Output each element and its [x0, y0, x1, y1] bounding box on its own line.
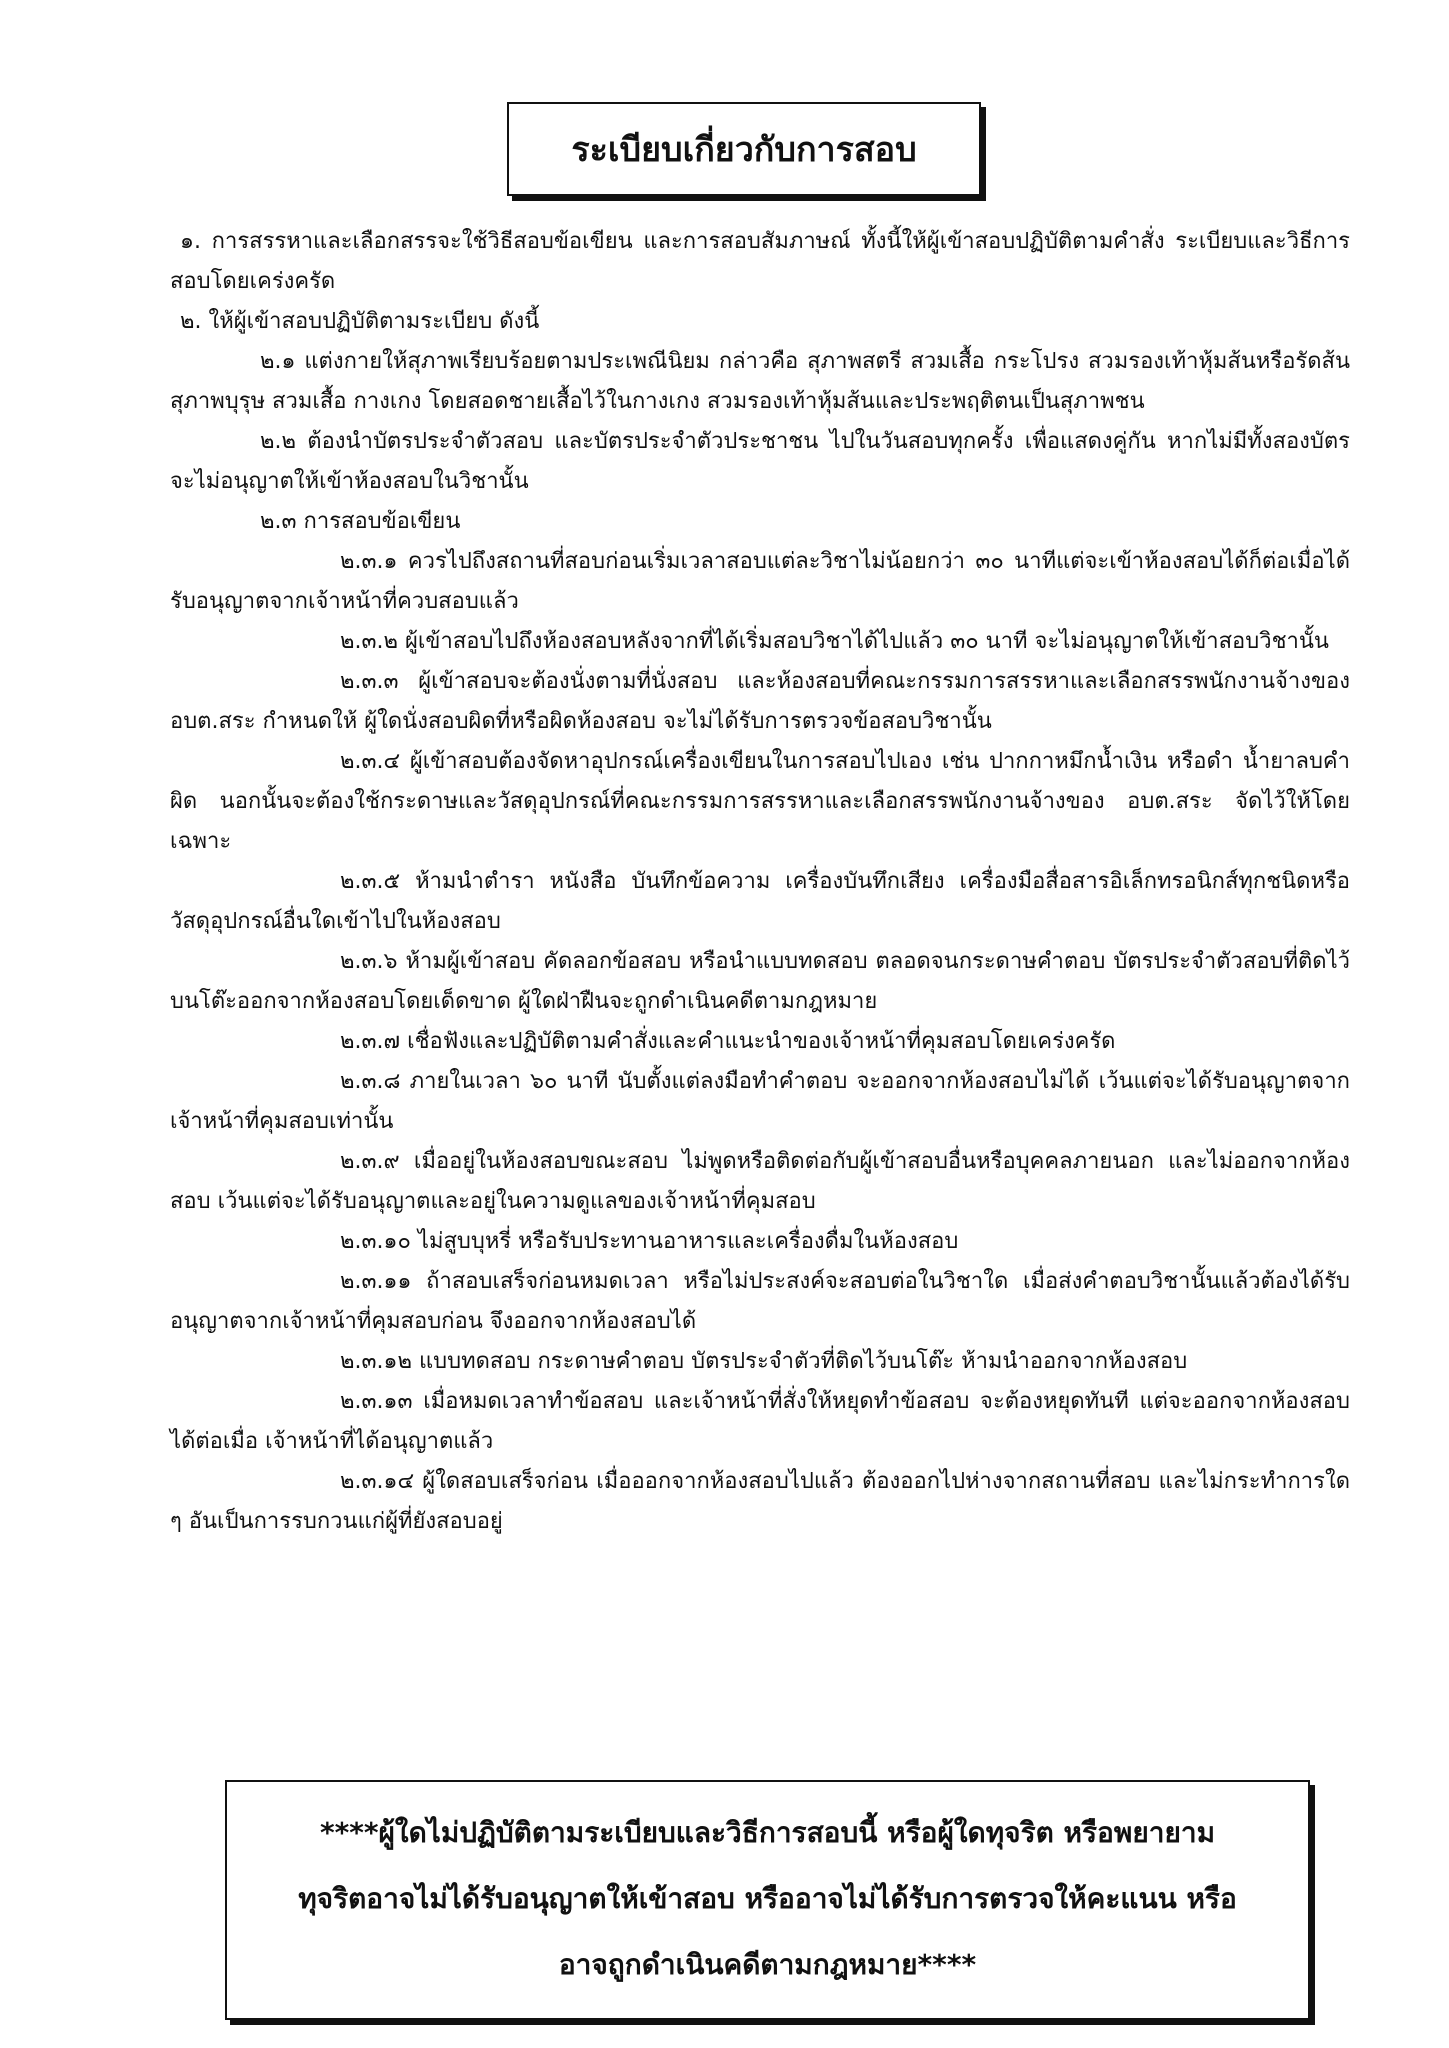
regulation-item: ๒.๓.๘ ภายในเวลา ๖๐ นาที นับตั้งแต่ลงมือทำคำตอบ จะออกจากห้องสอบไม่ได้ เว้นแต่จะได้รับอนุญาตจากเจ้าหน้าที่คุมสอบเท่านั้น [170, 1069, 1350, 1134]
regulation-item: ๒.๓.๑๑ ถ้าสอบเสร็จก่อนหมดเวลา หรือไม่ประสงค์จะสอบต่อในวิชาใด เมื่อส่งคำตอบวิชานั้นแล้วต้องได้รับอนุญาตจากเจ้าหน้าที่คุมสอบก่อน จึงออกจากห้องสอบได้ [170, 1269, 1350, 1334]
regulation-item: ๑. การสรรหาและเลือกสรรจะใช้วิธีสอบข้อเขียน และการสอบสัมภาษณ์ ทั้งนี้ให้ผู้เข้าสอบปฏิบัติตามคำสั่ง ระเบียบและวิธีการสอบโดยเคร่งครัด [170, 229, 1350, 294]
regulations-body [170, 222, 1350, 1542]
regulation-item: ๒.๓.๑๔ ผู้ใดสอบเสร็จก่อน เมื่อออกจากห้องสอบไปแล้ว ต้องออกไปห่างจากสถานที่สอบ และไม่กระทำการใด ๆ อันเป็นการรบกวนแก่ผู้ที่ยังสอบอยู่ [170, 1469, 1350, 1534]
regulation-item: ๒.๑ แต่งกายให้สุภาพเรียบร้อยตามประเพณีนิยม กล่าวคือ สุภาพสตรี สวมเสื้อ กระโปรง สวมรองเท้าหุ้มส้นหรือรัดส้น สุภาพบุรุษ สวมเสื้อ กางเกง โดยสอดชายเสื้อไว้ในกางเกง สวมรองเท้าหุ้มส้นและประพฤติตนเป็นสุภาพชน [170, 349, 1350, 414]
regulation-item: ๒.๓.๑๐ ไม่สูบบุหรี่ หรือรับประทานอาหารและเครื่องดื่มในห้องสอบ [340, 1229, 959, 1254]
regulation-item: ๒.๓.๗ เชื่อฟังและปฏิบัติตามคำสั่งและคำแนะนำของเจ้าหน้าที่คุมสอบโดยเคร่งครัด [340, 1029, 1116, 1054]
regulation-item: ๒.๓.๕ ห้ามนำตำรา หนังสือ บันทึกข้อความ เครื่องบันทึกเสียง เครื่องมือสื่อสารอิเล็กทรอนิกส์ทุกชนิดหรือวัสดุอุปกรณ์อื่นใดเข้าไปในห้องสอบ [170, 869, 1350, 934]
regulation-item: ๒.๓ การสอบข้อเขียน [260, 509, 461, 534]
regulation-item: ๒.๒ ต้องนำบัตรประจำตัวสอบ และบัตรประจำตัวประชาชน ไปในวันสอบทุกครั้ง เพื่อแสดงคู่กัน หากไม่มีทั้งสองบัตร จะไม่อนุญาตให้เข้าห้องสอบในวิชานั้น [170, 429, 1350, 494]
regulation-item: ๒.๓.๑๓ เมื่อหมดเวลาทำข้อสอบ และเจ้าหน้าที่สั่งให้หยุดทำข้อสอบ จะต้องหยุดทันที แต่จะออกจากห้องสอบได้ต่อเมื่อ เจ้าหน้าที่ได้อนุญาตแล้ว [170, 1389, 1350, 1454]
regulation-item: ๒.๓.๑๒ แบบทดสอบ กระดาษคำตอบ บัตรประจำตัวที่ติดไว้บนโต๊ะ ห้ามนำออกจากห้องสอบ [340, 1349, 1188, 1374]
regulation-item: ๒. ให้ผู้เข้าสอบปฏิบัติตามระเบียบ ดังนี้ [180, 309, 540, 334]
regulation-item: ๒.๓.๑ ควรไปถึงสถานที่สอบก่อนเริ่มเวลาสอบแต่ละวิชาไม่น้อยกว่า ๓๐ นาทีแต่จะเข้าห้องสอบได้ก็ต่อเมื่อได้รับอนุญาตจากเจ้าหน้าที่ควบสอบแล้ว [170, 549, 1350, 614]
warning-notice: ****ผู้ใดไม่ปฏิบัติตามระเบียบและวิธีการสอบนี้ หรือผู้ใดทุจริต หรือพยายามทุจริตอาจไม่ได้รับอนุญาตให้เข้าสอบ หรืออาจไม่ได้รับการตรวจให้คะแนน หรืออาจถูกดำเนินคดีตามกฎหมาย**** [225, 1780, 1310, 2020]
regulation-item: ๒.๓.๙ เมื่ออยู่ในห้องสอบขณะสอบ ไม่พูดหรือติดต่อกับผู้เข้าสอบอื่นหรือบุคคลภายนอก และไม่ออกจากห้องสอบ เว้นแต่จะได้รับอนุญาตและอยู่ในความดูแลของเจ้าหน้าที่คุมสอบ [170, 1149, 1350, 1214]
regulation-item: ๒.๓.๖ ห้ามผู้เข้าสอบ คัดลอกข้อสอบ หรือนำแบบทดสอบ ตลอดจนกระดาษคำตอบ บัตรประจำตัวสอบที่ติดไว้บนโต๊ะออกจากห้องสอบโดยเด็ดขาด ผู้ใดฝ่าฝืนจะถูกดำเนินคดีตามกฎหมาย [170, 949, 1350, 1014]
regulation-item: ๒.๓.๓ ผู้เข้าสอบจะต้องนั่งตามที่นั่งสอบ และห้องสอบที่คณะกรรมการสรรหาและเลือกสรรพนักงานจ้างของ อบต.สระ กำหนดให้ ผู้ใดนั่งสอบผิดที่หรือผิดห้องสอบ จะไม่ได้รับการตรวจข้อสอบวิชานั้น [170, 669, 1350, 734]
page-title: ระเบียบเกี่ยวกับการสอบ [507, 102, 981, 196]
regulation-item: ๒.๓.๔ ผู้เข้าสอบต้องจัดหาอุปกรณ์เครื่องเขียนในการสอบไปเอง เช่น ปากกาหมึกน้ำเงิน หรือดำ น้ำยาลบคำผิด นอกนั้นจะต้องใช้กระดาษและวัสดุอุปกรณ์ที่คณะกรรมการสรรหาและเลือกสรรพนักงานจ้างของ อบต.สระ จัดไว้ให้โดยเฉพาะ [170, 749, 1350, 854]
regulation-item: ๒.๓.๒ ผู้เข้าสอบไปถึงห้องสอบหลังจากที่ได้เริ่มสอบวิชาได้ไปแล้ว ๓๐ นาที จะไม่อนุญาตให้เข้าสอบวิชานั้น [340, 629, 1329, 654]
